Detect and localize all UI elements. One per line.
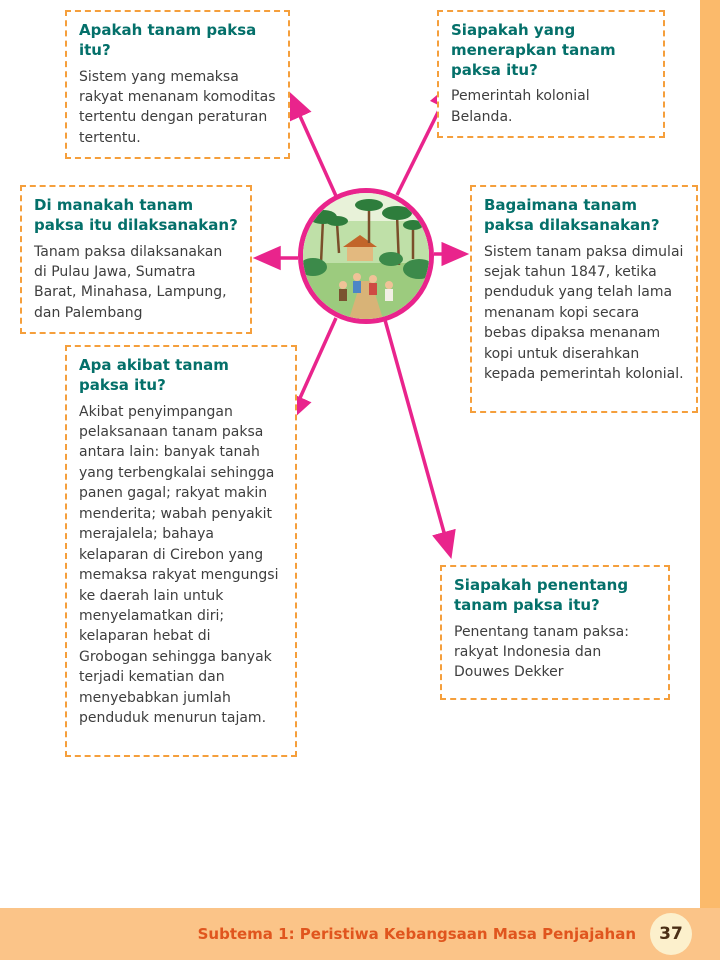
arrow-to-what (291, 96, 336, 196)
box-body: Sistem yang memaksa rakyat menanam komoditas tertentu dengan peraturan tertentu. (79, 68, 276, 146)
box-where-implemented (20, 185, 252, 334)
box-title: Bagaimana tanam paksa dilaksanakan? (484, 196, 660, 234)
box-body: Akibat penyimpangan pelaksanaan tanam paksa antara lain: banyak tanah yang terbengkalai sehingga panen gagal; rakyat makin menderita; wabah penyakit merajalela; bahaya kelaparan di Cirebon yang memaksa rakyat mengungsi ke daerah lain untuk menyelamatkan diri; kelaparan hebat di Grobogan sehingga banyak terjadi kematian dan menyebabkan jumlah penduduk menurun tajam. (79, 403, 279, 727)
box-body: Penentang tanam paksa: rakyat Indonesia dan Douwes Dekker (454, 623, 629, 681)
box-title: Apa akibat tanam paksa itu? (79, 356, 229, 394)
footer-bar (0, 908, 720, 960)
subtema-title: Subtema 1: Peristiwa Kebangsaan Masa Penjajahan (197, 925, 636, 943)
box-title: Siapakah yang menerapkan tanam paksa itu? (451, 21, 616, 79)
box-who-applied (437, 10, 665, 138)
box-effects (65, 345, 297, 757)
arrow-to-effect (291, 318, 336, 418)
box-body: Pemerintah kolonial Belanda. (451, 88, 590, 125)
center-illustration (298, 188, 434, 324)
box-body: Tanam paksa dilaksanakan di Pulau Jawa, Sumatra Barat, Minahasa, Lampung, dan Palembang (34, 243, 227, 321)
plantation-scene (303, 193, 429, 319)
box-what-is-tanam-paksa (65, 10, 290, 159)
box-title: Siapakah penentang tanam paksa itu? (454, 576, 629, 614)
box-opponents (440, 565, 670, 700)
arrow-to-opponent (385, 320, 450, 554)
box-title: Apakah tanam paksa itu? (79, 21, 257, 59)
page-side-stripe (700, 0, 720, 960)
box-body: Sistem tanam paksa dimulai sejak tahun 1847, ketika penduduk yang telah lama menanam kopi secara bebas dipaksa menanam kopi untuk diserahkan kepada pemerintah kolonial. (484, 243, 684, 383)
box-title: Di manakah tanam paksa itu dilaksanakan? (34, 196, 238, 234)
page-number-badge: 37 (650, 913, 692, 955)
box-how-implemented (470, 185, 698, 413)
